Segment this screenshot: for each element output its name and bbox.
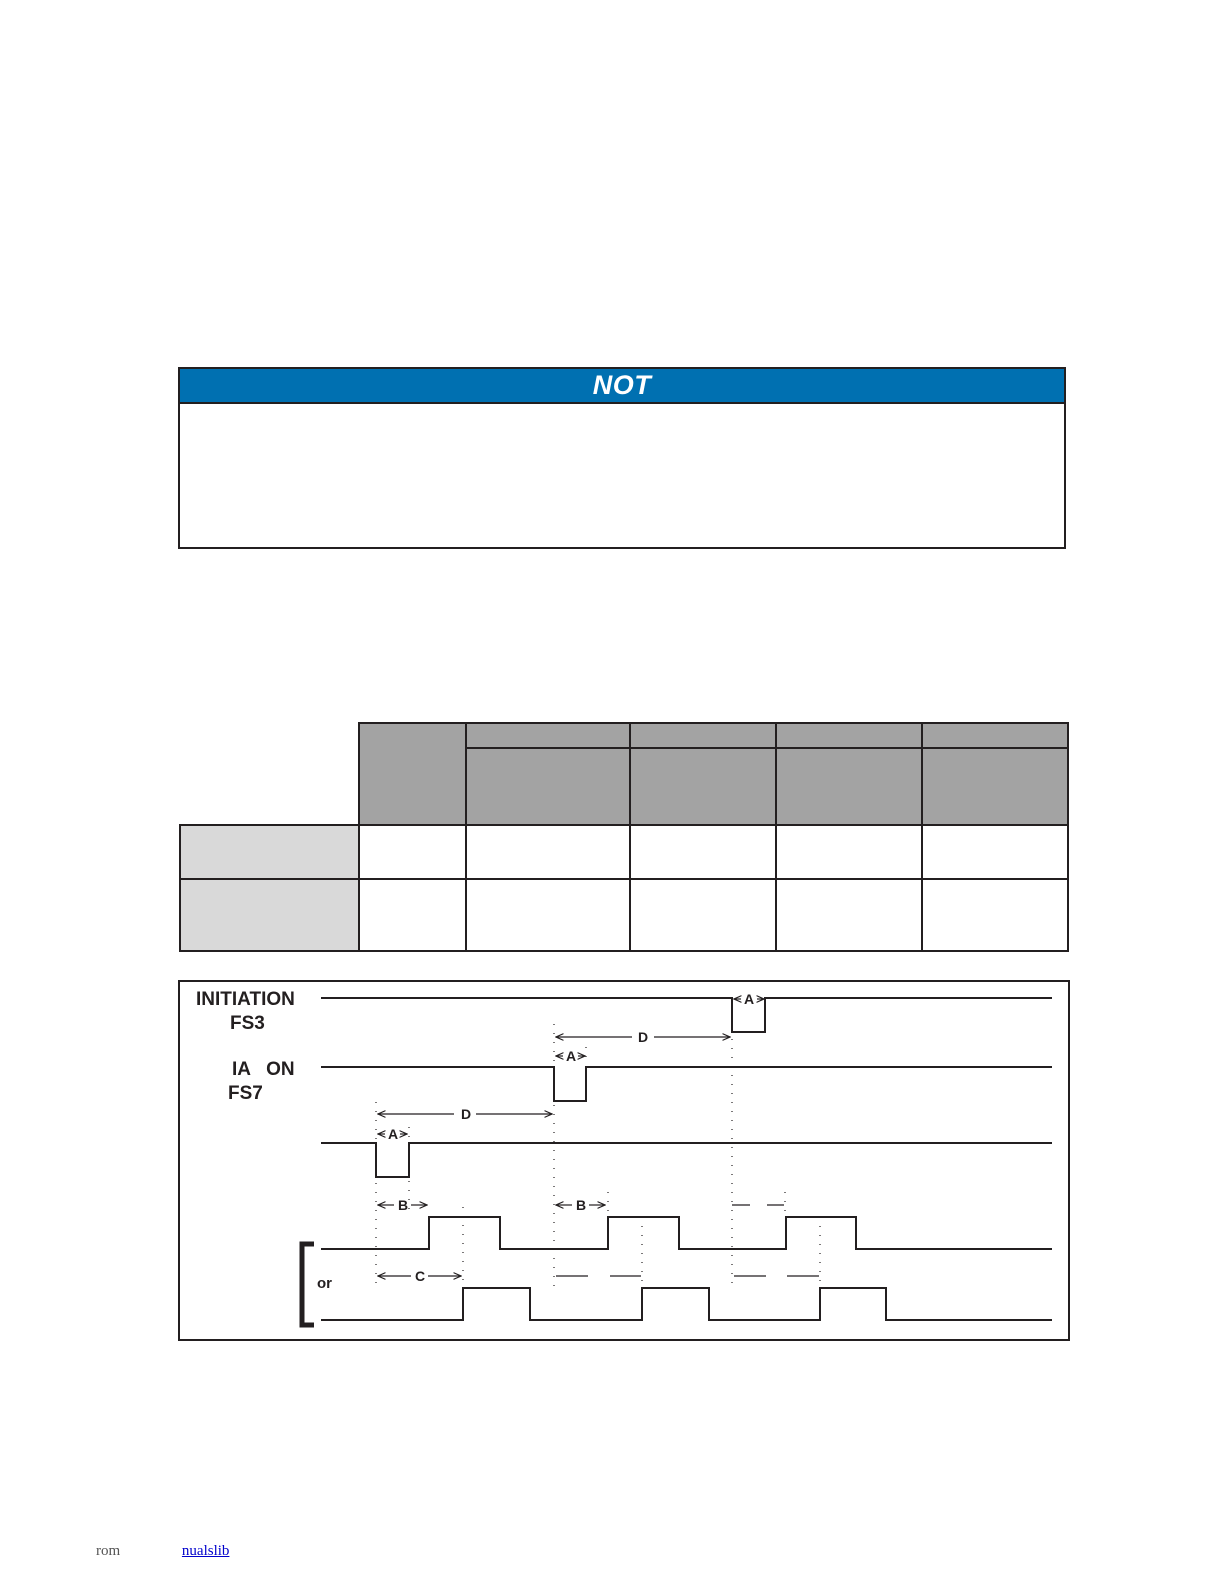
table-cell [466, 825, 630, 879]
table-subheader-cell [630, 748, 776, 825]
interval-label: C [415, 1268, 426, 1284]
table-cell [466, 879, 630, 951]
table-subheader-cell [922, 748, 1068, 825]
notice-title: NOT [592, 370, 652, 400]
table-header-cell [466, 723, 630, 748]
timing-diagram [178, 980, 1070, 1341]
signal-label: IA ON [232, 1059, 295, 1080]
table-subheader-cell [466, 748, 630, 825]
timing-svg [180, 982, 1068, 1339]
table-row [180, 825, 1068, 879]
table-header-cell [776, 723, 922, 748]
table-subheader-cell [776, 748, 922, 825]
bracket [302, 1244, 314, 1325]
table-row-header [180, 879, 359, 951]
waveform-fs7 [321, 1067, 1052, 1101]
signal-label: INITIATION [196, 989, 295, 1010]
waveform-output-b [321, 1217, 1052, 1249]
table-header-cell [359, 723, 466, 825]
footer [96, 1543, 259, 1560]
table-cell [922, 879, 1068, 951]
table-cell [776, 879, 922, 951]
interval-label: B [398, 1197, 409, 1213]
interval-label: D [461, 1106, 472, 1122]
table-cell [630, 879, 776, 951]
table-cell [776, 825, 922, 879]
table-cell [359, 825, 466, 879]
waveform-input [321, 1143, 1052, 1177]
table-cell [359, 879, 466, 951]
waveform-output-c [321, 1288, 1052, 1320]
footer-link[interactable]: nualslib [181, 1543, 230, 1559]
interval-label: A [566, 1048, 577, 1064]
spec-table [179, 722, 1069, 952]
table-row-header [180, 825, 359, 879]
table-corner [180, 723, 359, 825]
table-header-cell [922, 723, 1068, 748]
interval-label: B [576, 1197, 587, 1213]
signal-label: FS3 [230, 1013, 265, 1034]
table-cell [630, 825, 776, 879]
signal-label: or [317, 1275, 332, 1292]
signal-label: FS7 [228, 1083, 263, 1104]
interval-label: A [388, 1126, 399, 1142]
table-cell [922, 825, 1068, 879]
interval-label: A [744, 991, 755, 1007]
table-header-cell [630, 723, 776, 748]
interval-label: D [638, 1029, 649, 1045]
waveform-initiation [321, 998, 1052, 1032]
table-row [180, 879, 1068, 951]
footer-prefix: rom [96, 1543, 121, 1559]
notice-box [178, 367, 1066, 549]
notice-header [180, 369, 1064, 404]
